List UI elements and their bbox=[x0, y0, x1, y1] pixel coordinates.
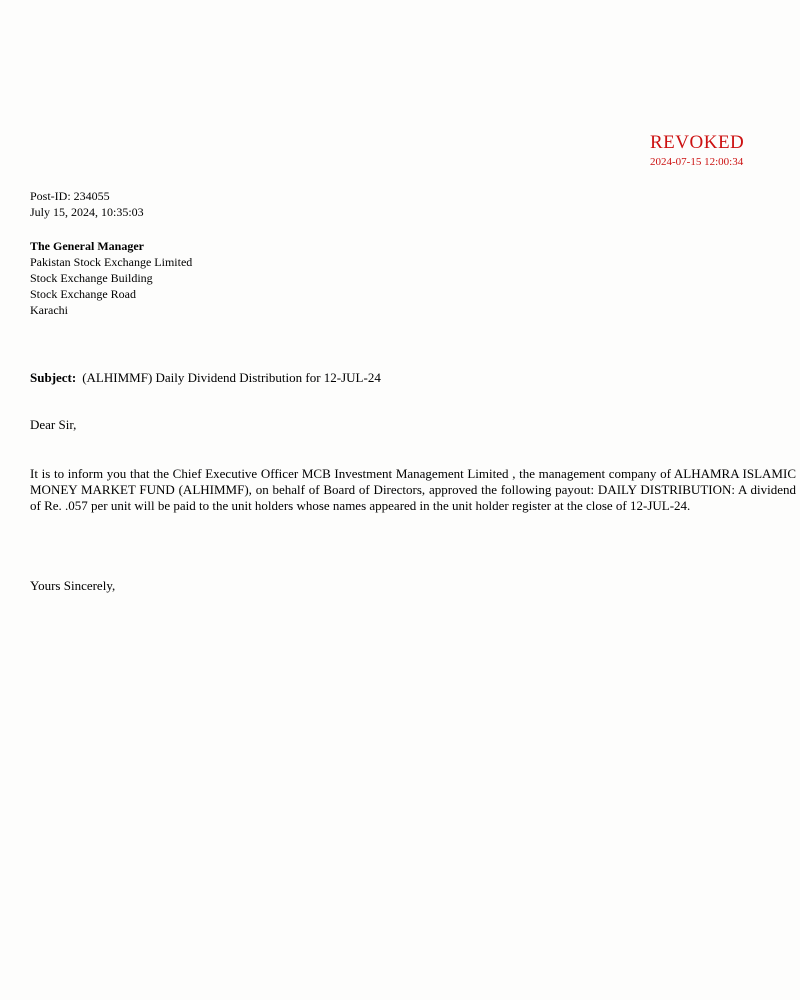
closing: Yours Sincerely, bbox=[30, 578, 116, 593]
recipient-line-1: Pakistan Stock Exchange Limited bbox=[30, 255, 193, 269]
revoked-stamp bbox=[650, 133, 744, 168]
subject-text: (ALHIMMF) Daily Dividend Distribution for 12-JUL-24 bbox=[82, 370, 381, 385]
subject-line bbox=[30, 370, 381, 386]
recipient-address bbox=[30, 238, 192, 318]
salutation: Dear Sir, bbox=[30, 417, 77, 432]
revoked-stamp-timestamp: 2024-07-15 12:00:34 bbox=[650, 156, 744, 168]
body-paragraph: It is to inform you that the Chief Executive Officer MCB Investment Management Limited , the management company of ALHAMRA ISLAMIC MONEY MARKET FUND (ALHIMMF), on behalf of Board of Directors, approved the following payout: DAILY DISTRIBUTION: A dividend of Re. .057 per unit will be paid to the unit holders whose names appeared in the unit holder register at the close of 12-JUL-24. bbox=[30, 466, 796, 513]
recipient-title: The General Manager bbox=[30, 239, 144, 253]
recipient-line-3: Stock Exchange Road bbox=[30, 287, 136, 301]
revoked-stamp-label: REVOKED bbox=[650, 132, 745, 153]
subject-label: Subject: bbox=[30, 370, 77, 385]
recipient-line-4: Karachi bbox=[30, 303, 68, 317]
letter-date: July 15, 2024, 10:35:03 bbox=[30, 205, 144, 219]
recipient-line-2: Stock Exchange Building bbox=[30, 271, 153, 285]
letter-meta bbox=[30, 188, 144, 220]
post-id: Post-ID: 234055 bbox=[30, 189, 110, 203]
